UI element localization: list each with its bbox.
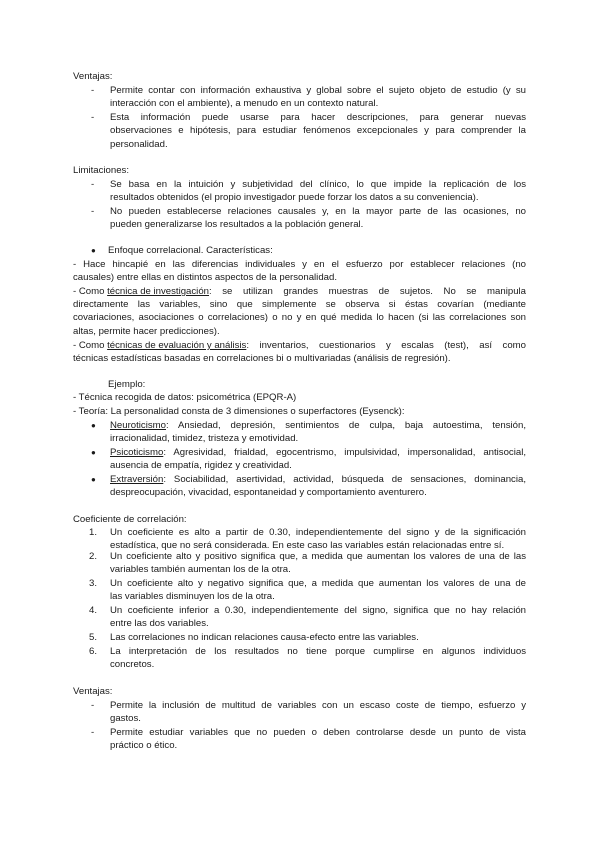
ejemplo-teoria: - Teoría: La personalidad consta de 3 dimensiones o superfactores (Eysenck):	[73, 406, 405, 417]
factor-neuroticismo-line-2: irracionalidad, timidez, tristeza y emotividad.	[110, 433, 299, 444]
section-heading-limitaciones: Limitaciones:	[73, 165, 129, 176]
limitaciones-item-2-line-2: pueden generalizarse los resultados a la población general.	[110, 219, 364, 230]
coef-item-3-line-2: las variables disminuyen los de la otra.	[110, 591, 275, 602]
dash-marker: -	[91, 179, 95, 190]
list-number: 2.	[89, 551, 98, 562]
list-number: 5.	[89, 632, 98, 643]
coef-item-6-line-2: concretos.	[110, 659, 155, 670]
bullet-marker: ●	[91, 448, 96, 457]
factor-neuroticismo-line-1	[110, 420, 526, 432]
ventajas-item-1-line-1: Permite contar con información exhaustiva y global sobre el sujeto objeto de estudio (y su	[110, 85, 526, 96]
section-heading-ventajas-2: Ventajas:	[73, 686, 113, 697]
ventajas-item-2-line-2: observaciones e hipótesis, para estudiar fenómenos excepcionales y para comprender la	[110, 125, 526, 136]
coef-item-1-line-1: Un coeficiente es alto a partir de 0.30, independientemente del signo y de la significación	[110, 527, 526, 538]
tecnicas-evaluacion-term: técnicas de evaluación y análisis	[107, 340, 247, 351]
dash-marker: -	[91, 112, 95, 123]
dash-marker: -	[91, 85, 95, 96]
factor-psicoticismo-line-1	[110, 447, 526, 459]
section-heading-coeficiente: Coeficiente de correlación:	[73, 514, 187, 525]
ventajas2-item-1-line-1: Permite la inclusión de multitud de variables con un escaso coste de tiempo, esfuerzo y	[110, 700, 526, 711]
ventajas-item-2-line-1: Esta información puede usarse para hacer descripciones, para generar nuevas	[110, 112, 526, 123]
coef-item-6-line-1: La interpretación de los resultados no tiene porque cumplirse en algunos individuos	[110, 646, 526, 657]
factor-desc: : Sociabilidad, asertividad, actividad, búsqueda de sensaciones, dominancia,	[163, 474, 526, 485]
correlacional-p2-line-3: covariaciones, asociaciones o correlaciones) o no y en qué medida lo hacen (si las correlaciones son	[73, 312, 526, 323]
ejemplo-title: Ejemplo:	[108, 379, 146, 390]
factor-name: Extraversión	[110, 474, 164, 485]
coef-item-4-line-2: entre las dos variables.	[110, 618, 209, 629]
coef-item-5-line-1: Las correlaciones no indican relaciones causa-efecto entre las variables.	[110, 632, 419, 643]
list-number: 1.	[89, 527, 98, 538]
tecnica-investigacion-term: técnica de investigación	[107, 286, 209, 297]
factor-name: Neuroticismo	[110, 420, 166, 431]
correlacional-p3-line-1	[73, 340, 526, 352]
factor-psicoticismo-line-2: ausencia de empatía, rigidez y creatividad.	[110, 460, 292, 471]
correlacional-p2-line-4: altas, permite hacer predicciones).	[73, 326, 220, 337]
ejemplo-tecnica: - Técnica recogida de datos: psicométrica (EPQR-A)	[73, 392, 297, 403]
dash-marker: -	[91, 727, 95, 738]
bullet-marker: ●	[91, 246, 96, 255]
correlacional-p2-line-2: directamente las variables, sino que simplemente se observa si éstas covarían (mediante	[73, 299, 526, 310]
list-number: 4.	[89, 605, 98, 616]
section-heading-ventajas: Ventajas:	[73, 71, 113, 82]
dash-marker: -	[91, 700, 95, 711]
coef-item-4-line-1: Un coeficiente inferior a 0.30, independientemente del signo, significa que no hay relación	[110, 605, 526, 616]
factor-extraversion-line-2: despreocupación, vivacidad, espontaneidad y comportamiento aventurero.	[110, 487, 427, 498]
correlacional-p1-line-2: causales) entre ellas en distintos aspectos de la personalidad.	[73, 272, 337, 283]
p2-prefix: - Como	[73, 286, 108, 297]
coef-item-2-line-1: Un coeficiente alto y positivo significa que, a medida que aumentan los valores de una de las	[110, 551, 526, 562]
factor-extraversion-line-1	[110, 474, 526, 486]
correlacional-p1-line-1: - Hace hincapié en las diferencias individuales y en el esfuerzo por establecer relaciones (no	[73, 259, 526, 270]
coef-item-3-line-1: Un coeficiente alto y negativo significa que, a medida que aumentan los valores de una de	[110, 578, 526, 589]
p3-rest: : inventarios, cuestionarios y escalas (test), así como	[246, 340, 526, 351]
ventajas2-item-2-line-1: Permite estudiar variables que no pueden o deben controlarse desde un punto de vista	[110, 727, 526, 738]
limitaciones-item-1-line-2: resultados obtenidos (el propio investigador puede forzar los datos a su conveniencia).	[110, 192, 479, 203]
limitaciones-item-2-line-1: No pueden establecerse relaciones causales y, en la mayor parte de las ocasiones, no	[110, 206, 526, 217]
bullet-marker: ●	[91, 475, 96, 484]
factor-desc: : Ansiedad, depresión, sentimientos de culpa, baja autoestima, tensión,	[165, 420, 526, 431]
limitaciones-item-1-line-1: Se basa en la intuición y subjetividad del clínico, lo que impide la replicación de los	[110, 179, 526, 190]
coef-item-1-line-2: estadística, que no será considerada. En este caso las variables están relacionadas entre sí.	[110, 540, 505, 551]
correlacional-p3-line-2: técnicas estadísticas basadas en correlaciones bi o multivariadas (análisis de regresión).	[73, 353, 451, 364]
p2-rest: : se utilizan grandes muestras de sujetos. No se manipula	[209, 286, 526, 297]
p3-prefix: - Como	[73, 340, 108, 351]
correlacional-p2-line-1	[73, 286, 526, 298]
coef-item-2-line-2: variables también aumentan los de la otra.	[110, 564, 291, 575]
list-number: 3.	[89, 578, 98, 589]
ventajas2-item-1-line-2: gastos.	[110, 713, 141, 724]
ventajas-item-1-line-2: interacción con el ambiente), a menudo en un contexto natural.	[110, 98, 379, 109]
factor-desc: : Agresividad, frialdad, egocentrismo, impulsividad, impersonalidad, antisocial,	[163, 447, 526, 458]
factor-name: Psicoticismo	[110, 447, 164, 458]
correlacional-title: Enfoque correlacional. Características:	[108, 245, 273, 256]
ventajas2-item-2-line-2: práctico o ético.	[110, 740, 178, 751]
bullet-marker: ●	[91, 421, 96, 430]
dash-marker: -	[91, 206, 95, 217]
ventajas-item-2-line-3: personalidad.	[110, 139, 168, 150]
list-number: 6.	[89, 646, 98, 657]
